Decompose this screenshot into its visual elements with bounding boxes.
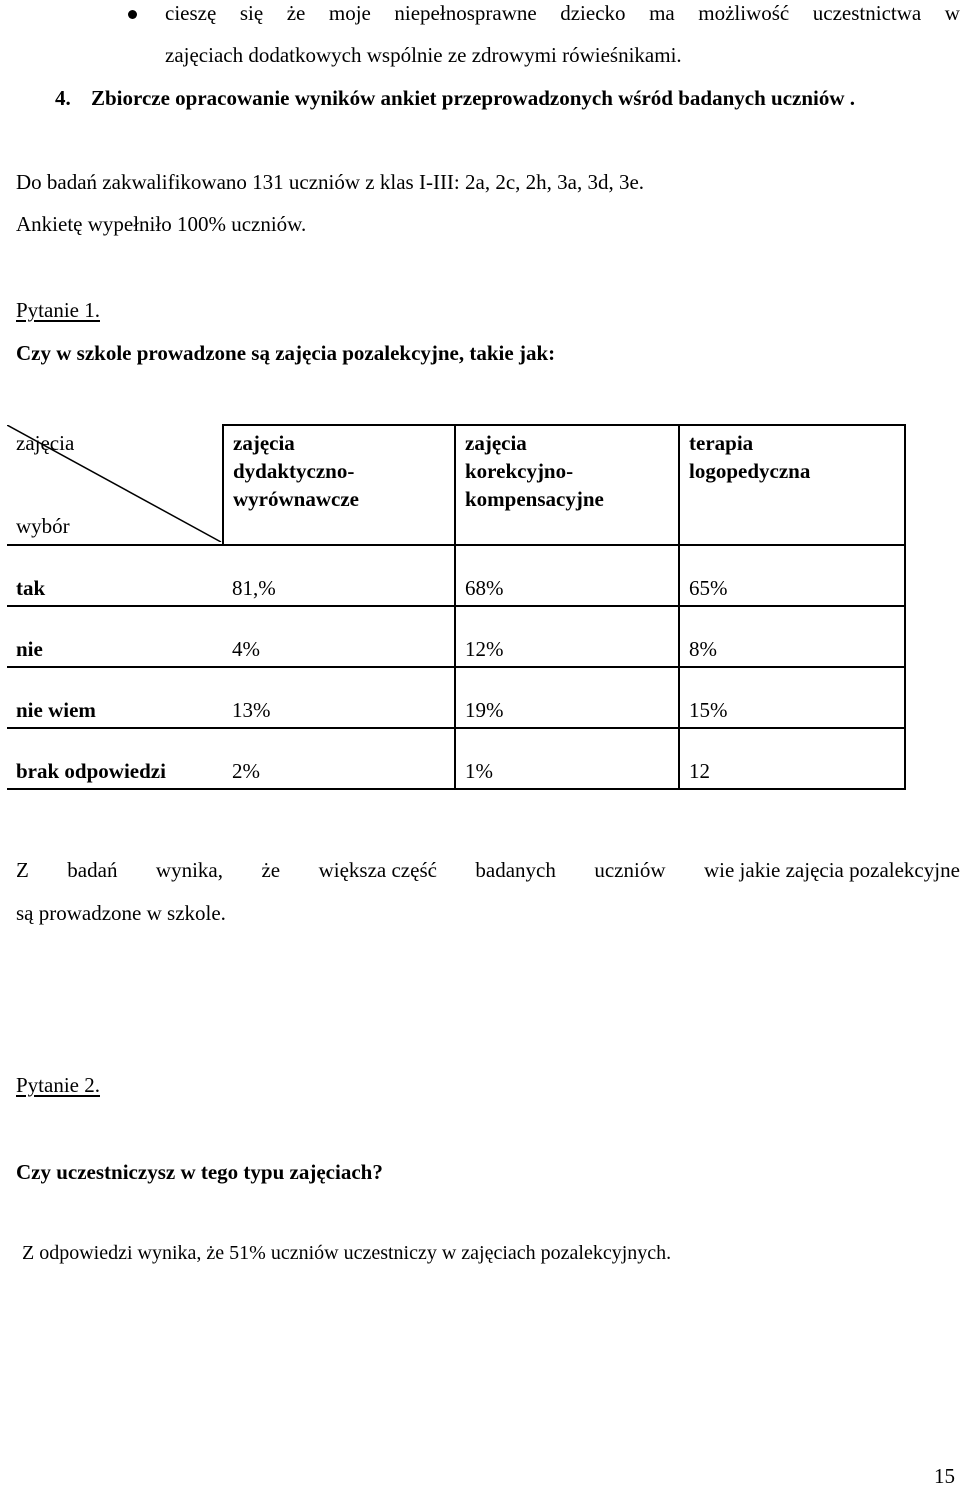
section-number: 4.	[55, 86, 71, 110]
table-corner-cell	[7, 425, 223, 545]
table-cell: 4%	[223, 606, 455, 667]
word: uczniów	[594, 858, 666, 882]
page-number: 15	[934, 1464, 955, 1488]
corner-label-top: zajęcia	[16, 431, 75, 455]
table-cell: 12%	[455, 606, 679, 667]
row-label: nie wiem	[7, 667, 223, 728]
table-cell: 1%	[455, 728, 679, 789]
word: się	[239, 1, 264, 25]
word: większa część	[318, 858, 437, 882]
word: wynika,	[155, 858, 223, 882]
question1-conclusion-line1	[16, 860, 960, 881]
word: że	[261, 858, 281, 882]
word: ma	[649, 1, 675, 25]
word: że	[286, 1, 306, 25]
column-header: zajęcia dydaktyczno- wyrównawcze	[223, 425, 455, 545]
word: dziecko	[560, 1, 626, 25]
question2-text: Czy uczestniczysz w tego typu zajęciach?	[16, 1160, 383, 1184]
word: cieszę	[165, 1, 217, 25]
word: możliwość	[698, 1, 790, 25]
table-cell: 12	[679, 728, 905, 789]
table-row	[7, 667, 905, 728]
column-header: zajęcia korekcyjno- kompensacyjne	[455, 425, 679, 545]
column-header: terapia logopedyczna	[679, 425, 905, 545]
row-label: nie	[7, 606, 223, 667]
table-cell: 15%	[679, 667, 905, 728]
table-row	[7, 606, 905, 667]
word: badań	[67, 858, 118, 882]
intro-bullet-line1	[165, 3, 960, 24]
row-label: tak	[7, 545, 223, 606]
question2-answer: Z odpowiedzi wynika, że 51% uczniów uczestniczy w zajęciach pozalekcyjnych.	[22, 1242, 672, 1264]
table-cell: 68%	[455, 545, 679, 606]
question1-conclusion-line2: są prowadzone w szkole.	[16, 901, 226, 925]
corner-label-bottom: wybór	[16, 514, 70, 538]
table-cell: 2%	[223, 728, 455, 789]
question1-text: Czy w szkole prowadzone są zajęcia pozalekcyjne, takie jak:	[16, 341, 556, 365]
table-cell: 19%	[455, 667, 679, 728]
row-label: brak odpowiedzi	[7, 728, 223, 789]
word: uczestnictwa	[812, 1, 922, 25]
word: Z	[16, 858, 29, 882]
summary-line2: Ankietę wypełniło 100% uczniów.	[16, 212, 307, 236]
question2-label: Pytanie 2.	[16, 1073, 100, 1097]
table-cell: 8%	[679, 606, 905, 667]
word: badanych	[475, 858, 556, 882]
intro-bullet-line2: zajęciach dodatkowych wspólnie ze zdrowymi rówieśnikami.	[165, 43, 682, 67]
section-title: Zbiorcze opracowanie wyników ankiet przeprowadzonych wśród badanych uczniów .	[91, 86, 856, 110]
table-cell: 65%	[679, 545, 905, 606]
table-cell: 81,%	[223, 545, 455, 606]
survey-table	[7, 424, 906, 790]
question1-label: Pytanie 1.	[16, 298, 100, 322]
word: moje	[328, 1, 371, 25]
summary-line1: Do badań zakwalifikowano 131 uczniów z klas I-III: 2a, 2c, 2h, 3a, 3d, 3e.	[16, 170, 645, 194]
table-cell: 13%	[223, 667, 455, 728]
word: wie jakie zajęcia pozalekcyjne	[703, 858, 960, 882]
word: w	[944, 1, 960, 25]
word: niepełnosprawne	[394, 1, 537, 25]
table-row	[7, 545, 905, 606]
table-header-row	[7, 425, 905, 545]
table-row	[7, 728, 905, 789]
bullet-icon	[128, 10, 137, 19]
